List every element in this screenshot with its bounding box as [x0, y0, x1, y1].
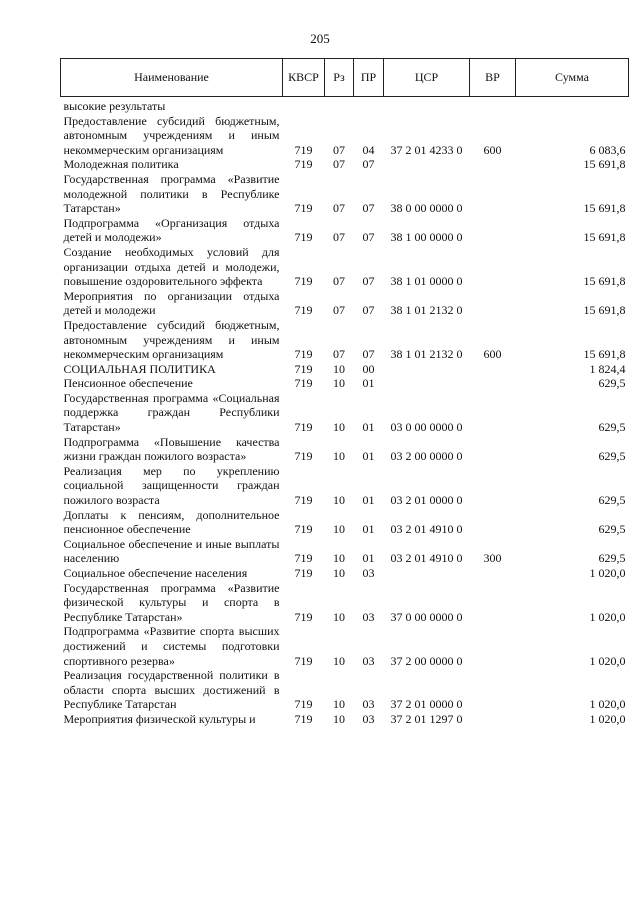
row-kvsr: 719 — [294, 697, 313, 712]
row-vr — [470, 391, 516, 435]
row-pr: 01 — [362, 376, 375, 391]
table-row — [61, 216, 629, 245]
row-pr: 01 — [362, 522, 375, 537]
row-vr — [470, 157, 516, 172]
row-kvsr: 719 — [294, 361, 313, 376]
row-name: Доплаты к пенсиям, дополнительное пенсионное обеспечение — [63, 507, 280, 537]
row-kvsr: 719 — [294, 376, 313, 391]
row-name: Подпрограмма «Развитие спорта высших достижений и системы подготовки спортивного резерва» — [63, 624, 280, 668]
row-pr: 07 — [362, 201, 375, 216]
row-sum: 629,5 — [598, 551, 626, 566]
row-vr — [470, 624, 516, 668]
column-header-pr: ПР — [354, 59, 384, 97]
row-pr: 04 — [362, 142, 375, 157]
table-row — [61, 464, 629, 508]
row-rz: 10 — [333, 449, 345, 464]
row-name: Предоставление субсидий бюджетным, автономным учреждениям и иным некоммерческим организациям — [63, 317, 280, 362]
table-row — [61, 157, 629, 172]
row-pr: 07 — [362, 347, 375, 362]
row-pr — [354, 97, 384, 114]
row-pr: 03 — [362, 609, 375, 624]
row-pr: 03 — [362, 653, 375, 668]
row-sum: 1 020,0 — [589, 653, 626, 668]
row-pr: 01 — [362, 420, 375, 435]
row-rz: 10 — [333, 376, 345, 391]
row-pr: 01 — [362, 493, 375, 508]
row-name: высокие результаты — [63, 99, 166, 113]
row-name: Реализация государственной политики в области спорта высших достижений в Республике Татарстан — [63, 668, 280, 712]
row-csr — [384, 157, 470, 172]
row-sum: 629,5 — [598, 376, 626, 391]
row-kvsr: 719 — [294, 522, 313, 537]
row-name: Мероприятия физической культуры и — [63, 711, 256, 726]
row-sum: 1 020,0 — [589, 609, 626, 624]
row-pr: 07 — [362, 274, 375, 289]
row-kvsr: 719 — [294, 449, 313, 464]
table-row — [61, 581, 629, 625]
row-sum — [516, 97, 629, 114]
row-csr: 03 2 00 0000 0 — [390, 449, 463, 464]
row-sum: 629,5 — [598, 449, 626, 464]
row-rz: 07 — [333, 142, 345, 157]
row-kvsr: 719 — [294, 420, 313, 435]
row-name: Подпрограмма «Организация отдыха детей и молодежи» — [63, 215, 280, 245]
table-row — [61, 566, 629, 581]
row-pr: 01 — [362, 551, 375, 566]
row-name: Предоставление субсидий бюджетным, автономным учреждениям и иным некоммерческим организациям — [63, 113, 280, 157]
table-row — [61, 97, 629, 114]
row-csr: 38 0 00 0000 0 — [390, 201, 463, 216]
row-kvsr: 719 — [294, 609, 313, 624]
row-csr: 38 1 00 0000 0 — [390, 230, 463, 245]
row-vr — [470, 172, 516, 216]
row-csr — [384, 97, 470, 114]
row-rz: 07 — [333, 230, 345, 245]
row-sum: 1 020,0 — [589, 697, 626, 712]
column-header-csr: ЦСР — [384, 59, 470, 97]
row-vr — [470, 245, 516, 289]
row-csr: 37 2 01 1297 0 — [390, 711, 463, 726]
row-pr: 03 — [362, 711, 375, 726]
column-header-sum: Сумма — [516, 59, 629, 97]
row-rz: 07 — [333, 157, 345, 172]
row-vr — [470, 712, 516, 727]
row-pr: 03 — [362, 697, 375, 712]
table-row — [61, 712, 629, 727]
row-rz: 10 — [333, 653, 345, 668]
table-row — [61, 508, 629, 537]
row-csr: 03 2 01 4910 0 — [390, 522, 463, 537]
row-sum: 6 083,6 — [589, 142, 626, 157]
row-sum: 629,5 — [598, 420, 626, 435]
row-pr: 07 — [362, 157, 375, 172]
row-sum: 15 691,8 — [583, 347, 626, 362]
row-csr: 38 1 01 2132 0 — [390, 347, 463, 362]
row-vr — [470, 435, 516, 464]
row-vr — [470, 668, 516, 712]
row-csr: 37 0 00 0000 0 — [390, 609, 463, 624]
row-name: Реализация мер по укреплению социальной защищенности граждан пожилого возраста — [63, 463, 280, 508]
row-vr — [470, 289, 516, 318]
row-kvsr: 719 — [294, 142, 313, 157]
row-kvsr: 719 — [294, 303, 313, 318]
row-sum: 629,5 — [598, 522, 626, 537]
row-kvsr: 719 — [294, 274, 313, 289]
row-pr: 01 — [362, 449, 375, 464]
row-sum: 15 691,8 — [583, 157, 626, 172]
row-kvsr: 719 — [294, 551, 313, 566]
row-kvsr — [283, 97, 325, 114]
row-csr: 38 1 01 2132 0 — [390, 303, 463, 318]
row-csr: 03 2 01 0000 0 — [390, 493, 463, 508]
column-header-name: Наименование — [61, 59, 283, 97]
row-vr — [470, 376, 516, 391]
row-csr — [384, 376, 470, 391]
row-kvsr: 719 — [294, 493, 313, 508]
table-row — [61, 245, 629, 289]
row-csr — [384, 362, 470, 377]
row-vr — [470, 362, 516, 377]
column-header-kvsr: КВСР — [283, 59, 325, 97]
row-vr — [470, 216, 516, 245]
row-vr — [470, 566, 516, 581]
row-kvsr: 719 — [294, 566, 313, 580]
row-name: Социальное обеспечение населения — [63, 566, 248, 580]
table-row — [61, 318, 629, 362]
row-name: Пенсионное обеспечение — [63, 376, 193, 391]
row-kvsr: 719 — [294, 347, 313, 362]
page-number: 205 — [310, 31, 330, 46]
row-name: Социальное обеспечение и иные выплаты населению — [63, 536, 280, 566]
budget-table — [60, 58, 629, 727]
row-pr: 00 — [362, 361, 375, 376]
row-sum: 1 020,0 — [589, 711, 626, 726]
table-row — [61, 624, 629, 668]
table-row — [61, 537, 629, 566]
table-row — [61, 435, 629, 464]
row-name: Создание необходимых условий для организации отдыха детей и молодежи, повышение оздоровительного эффекта — [63, 244, 280, 289]
row-name: Молодежная политика — [63, 157, 179, 172]
row-csr: 03 2 01 4910 0 — [390, 551, 463, 566]
row-kvsr: 719 — [294, 711, 313, 726]
row-vr — [470, 508, 516, 537]
row-name: СОЦИАЛЬНАЯ ПОЛИТИКА — [63, 361, 216, 376]
row-name: Государственная программа «Развитие физической культуры и спорта в Республике Татарстан» — [63, 580, 280, 624]
row-rz: 07 — [333, 303, 345, 318]
table-row — [61, 289, 629, 318]
row-vr: 300 — [483, 551, 502, 566]
row-rz: 10 — [333, 566, 345, 580]
row-csr: 38 1 01 0000 0 — [390, 274, 463, 289]
row-rz: 07 — [333, 347, 345, 362]
row-rz: 10 — [333, 711, 345, 726]
row-name: Государственная программа «Развитие молодежной политики в Республике Татарстан» — [63, 171, 280, 216]
row-name: Мероприятия по организации отдыха детей и молодежи — [63, 288, 280, 318]
row-kvsr: 719 — [294, 230, 313, 245]
row-csr: 03 0 00 0000 0 — [390, 420, 463, 435]
row-rz: 10 — [333, 361, 345, 376]
row-rz: 07 — [333, 274, 345, 289]
row-rz: 10 — [333, 697, 345, 712]
column-header-vr: ВР — [470, 59, 516, 97]
row-vr — [470, 464, 516, 508]
row-kvsr: 719 — [294, 157, 313, 172]
row-sum: 15 691,8 — [583, 201, 626, 216]
row-pr: 03 — [362, 566, 375, 580]
row-rz: 10 — [333, 609, 345, 624]
row-vr: 600 — [483, 347, 502, 362]
row-rz: 10 — [333, 420, 345, 435]
row-sum: 15 691,8 — [583, 303, 626, 318]
row-csr: 37 2 01 0000 0 — [390, 697, 463, 712]
row-sum: 1 020,0 — [589, 566, 626, 580]
row-pr: 07 — [362, 303, 375, 318]
row-sum: 15 691,8 — [583, 274, 626, 289]
row-rz: 07 — [333, 201, 345, 216]
row-sum: 1 824,4 — [589, 361, 626, 376]
row-csr: 37 2 01 4233 0 — [390, 142, 463, 157]
row-csr — [384, 566, 470, 581]
row-rz — [325, 97, 354, 114]
row-pr: 07 — [362, 230, 375, 245]
table-row — [61, 376, 629, 391]
row-sum: 15 691,8 — [583, 230, 626, 245]
column-header-rz: Рз — [325, 59, 354, 97]
table-row — [61, 362, 629, 377]
row-rz: 10 — [333, 551, 345, 566]
row-vr — [470, 581, 516, 625]
table-row — [61, 391, 629, 435]
row-name: Государственная программа «Социальная поддержка граждан Республики Татарстан» — [63, 390, 280, 435]
table-header-row — [61, 59, 629, 97]
row-name: Подпрограмма «Повышение качества жизни граждан пожилого возраста» — [63, 434, 280, 464]
row-rz: 10 — [333, 493, 345, 508]
table-row — [61, 172, 629, 216]
table-row — [61, 668, 629, 712]
row-rz: 10 — [333, 522, 345, 537]
row-csr: 37 2 00 0000 0 — [390, 653, 463, 668]
row-vr — [470, 97, 516, 114]
row-sum: 629,5 — [598, 493, 626, 508]
row-vr: 600 — [483, 142, 502, 157]
row-kvsr: 719 — [294, 653, 313, 668]
row-kvsr: 719 — [294, 201, 313, 216]
table-row — [61, 114, 629, 158]
